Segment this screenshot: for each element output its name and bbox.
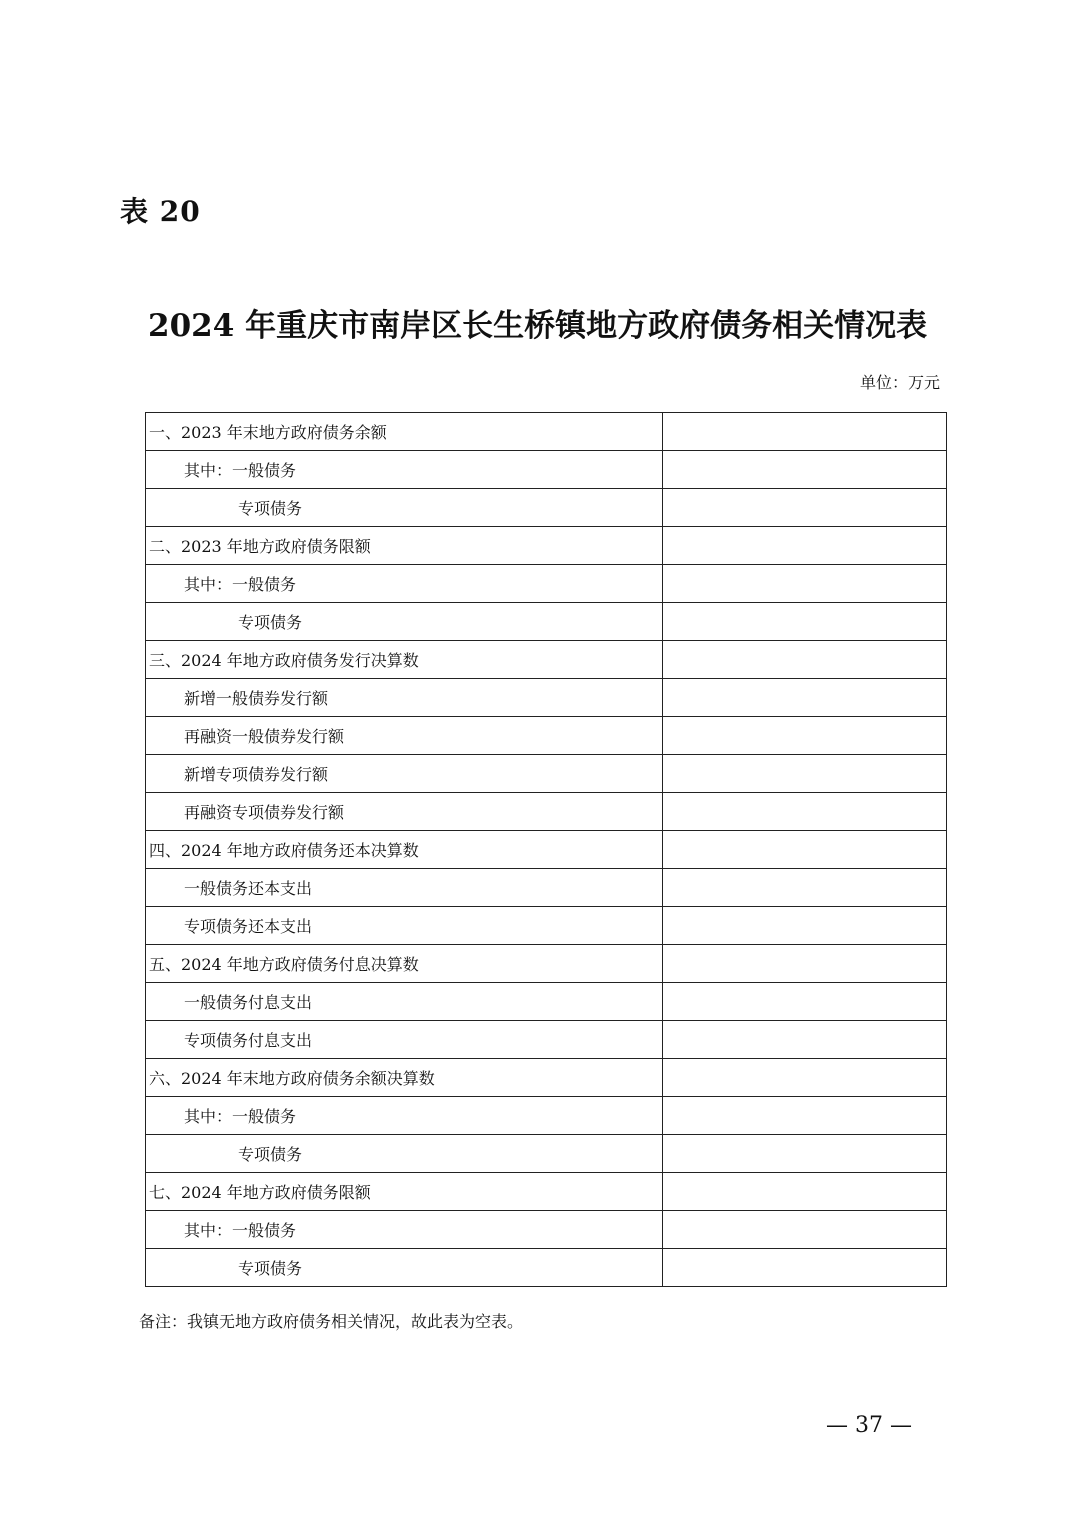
row-label: 专项债务 — [146, 603, 663, 641]
row-value — [663, 1135, 947, 1173]
row-value — [663, 527, 947, 565]
row-label: 专项债务还本支出 — [146, 907, 663, 945]
footnote: 备注：我镇无地方政府债务相关情况，故此表为空表。 — [139, 1312, 524, 1331]
table-row — [146, 641, 947, 679]
table-row — [146, 413, 947, 451]
row-value — [663, 869, 947, 907]
table-row — [146, 869, 947, 907]
table-row — [146, 907, 947, 945]
table-row — [146, 945, 947, 983]
row-value — [663, 831, 947, 869]
row-label: 二、2023 年地方政府债务限额 — [146, 527, 663, 565]
row-label: 五、2024 年地方政府债务付息决算数 — [146, 945, 663, 983]
table-row — [146, 527, 947, 565]
row-label: 专项债务 — [146, 1135, 663, 1173]
table-row — [146, 983, 947, 1021]
row-value — [663, 1021, 947, 1059]
row-label: 四、2024 年地方政府债务还本决算数 — [146, 831, 663, 869]
table-row — [146, 565, 947, 603]
unit-label: 单位：万元 — [859, 373, 940, 392]
table-row — [146, 1173, 947, 1211]
row-label: 专项债务付息支出 — [146, 1021, 663, 1059]
row-label: 新增专项债券发行额 — [146, 755, 663, 793]
row-label: 再融资一般债券发行额 — [146, 717, 663, 755]
row-label: 七、2024 年地方政府债务限额 — [146, 1173, 663, 1211]
row-label: 其中：一般债务 — [146, 1211, 663, 1249]
row-label: 再融资专项债券发行额 — [146, 793, 663, 831]
row-label: 专项债务 — [146, 1249, 663, 1287]
table-row — [146, 489, 947, 527]
debt-table — [145, 412, 947, 1287]
row-label: 专项债务 — [146, 489, 663, 527]
row-value — [663, 603, 947, 641]
row-label: 一般债务还本支出 — [146, 869, 663, 907]
row-value — [663, 565, 947, 603]
table-row — [146, 793, 947, 831]
row-value — [663, 679, 947, 717]
row-value — [663, 1249, 947, 1287]
row-value — [663, 1059, 947, 1097]
table-label: 表 20 — [120, 195, 201, 228]
row-value — [663, 945, 947, 983]
row-value — [663, 793, 947, 831]
row-value — [663, 907, 947, 945]
table-row — [146, 717, 947, 755]
row-value — [663, 413, 947, 451]
table-row — [146, 831, 947, 869]
table-row — [146, 679, 947, 717]
table-row — [146, 451, 947, 489]
row-value — [663, 641, 947, 679]
table-row — [146, 755, 947, 793]
row-label: 一般债务付息支出 — [146, 983, 663, 1021]
row-value — [663, 983, 947, 1021]
row-label: 六、2024 年末地方政府债务余额决算数 — [146, 1059, 663, 1097]
table-row — [146, 1021, 947, 1059]
table-row — [146, 603, 947, 641]
row-label: 一、2023 年末地方政府债务余额 — [146, 413, 663, 451]
row-value — [663, 717, 947, 755]
debt-table-body — [146, 413, 947, 1287]
row-label: 其中：一般债务 — [146, 1097, 663, 1135]
row-value — [663, 489, 947, 527]
row-value — [663, 1211, 947, 1249]
row-value — [663, 755, 947, 793]
table-row — [146, 1249, 947, 1287]
row-label: 其中：一般债务 — [146, 451, 663, 489]
row-label: 新增一般债券发行额 — [146, 679, 663, 717]
row-label: 三、2024 年地方政府债务发行决算数 — [146, 641, 663, 679]
row-label: 其中：一般债务 — [146, 565, 663, 603]
page-number: — 37 — — [826, 1413, 912, 1438]
row-value — [663, 1097, 947, 1135]
page-title: 2024 年重庆市南岸区长生桥镇地方政府债务相关情况表 — [148, 308, 928, 344]
table-row — [146, 1211, 947, 1249]
row-value — [663, 451, 947, 489]
table-row — [146, 1059, 947, 1097]
table-row — [146, 1097, 947, 1135]
row-value — [663, 1173, 947, 1211]
table-row — [146, 1135, 947, 1173]
